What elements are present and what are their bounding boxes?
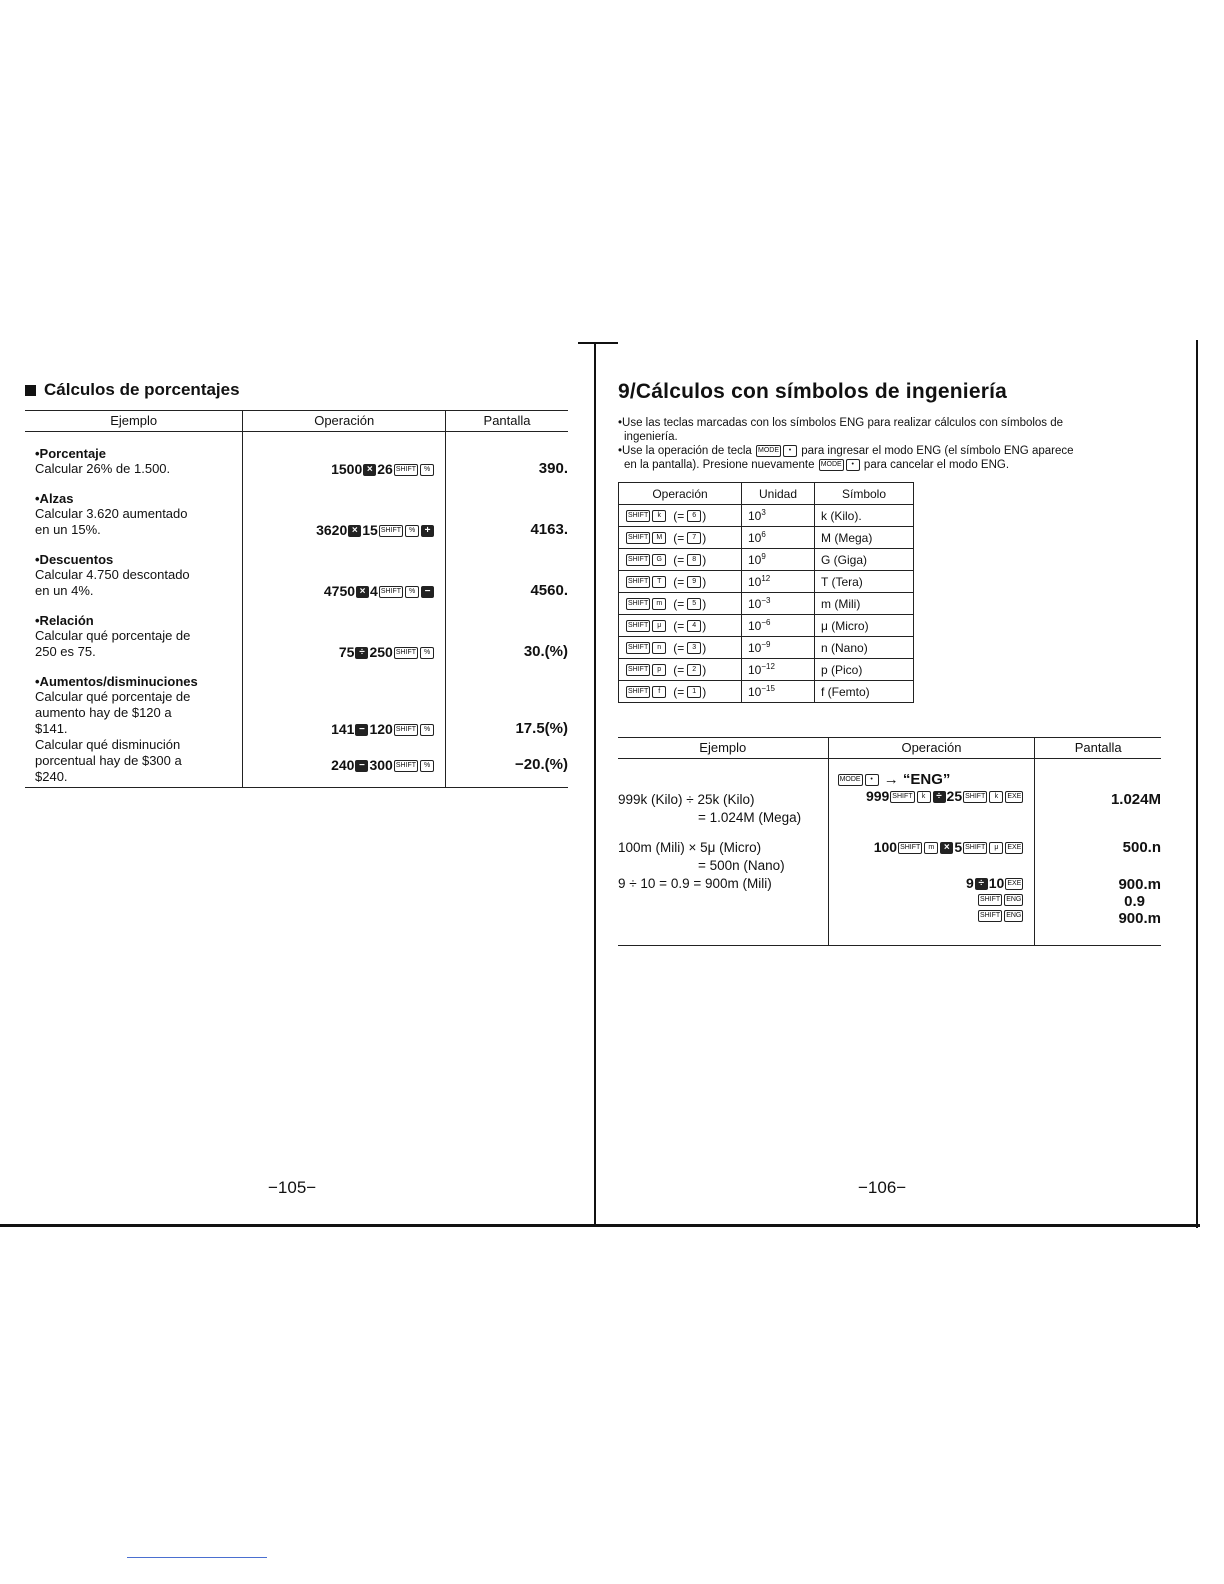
dot-key-icon: •: [865, 774, 879, 786]
pct-row: [25, 599, 568, 660]
col-pantalla: Pantalla: [446, 411, 568, 432]
blue-scan-line: [127, 1557, 267, 1558]
pct-row: [25, 660, 568, 737]
unit-row: SHIFT k (= 6 ) $10^3$ k (Kilo).: [619, 505, 914, 527]
unit-symbol: k (Kilo).: [815, 505, 914, 527]
right-page: [618, 380, 1163, 946]
pct-row: [25, 538, 568, 599]
unit-key-icon: k: [652, 510, 666, 522]
shift-key-icon: SHIFT: [626, 554, 650, 566]
operator-key-icon: −: [421, 586, 434, 598]
unit-col-unidad: Unidad: [742, 483, 815, 505]
right-section-title: 9/Cálculos con símbolos de ingeniería: [618, 380, 1007, 403]
col-operacion: Operación: [243, 411, 446, 432]
shift-key-icon: SHIFT: [626, 664, 650, 676]
mode-key-icon: MODE: [819, 459, 844, 471]
key-sequence: 3620 × 15 SHIFT % +: [316, 522, 435, 538]
eng-row-2: 100m (Mili) × 5μ (Micro) = 500n (Nano) 9 ÷ 10 = 0.9 = 900m (Mili) 100 SHIFT m × 5 SHIFT μ EXE 9 ÷ 10 EXE SHIFT ENG SHIFT ENG 500.n 900.m 0.9 900.m: [618, 827, 1161, 927]
key-sequence: 75 ÷ 250 SHIFT %: [339, 644, 435, 660]
unit-key-icon: p: [652, 664, 666, 676]
number-key-icon: 2: [687, 664, 701, 676]
unit-row: SHIFT p (= 2 ) $10^{-12}$ p (Pico): [619, 659, 914, 681]
bottom-rule: [0, 1224, 1200, 1227]
display-value: 17.5(%): [446, 660, 568, 737]
unit-row: SHIFT μ (= 4 ) $10^{-6}$ μ (Micro): [619, 615, 914, 637]
number-key-icon: 4: [687, 620, 701, 632]
example-desc: 250 es 75.: [35, 644, 96, 659]
operator-key-icon: +: [421, 525, 434, 537]
center-tick: [578, 342, 618, 344]
calc-key-icon: SHIFT: [394, 647, 418, 659]
calc-key-icon: %: [420, 724, 434, 736]
example-desc: Calcular 26% de 1.500.: [35, 461, 171, 476]
left-page: [25, 380, 570, 788]
unit-symbol: G (Giga): [815, 549, 914, 571]
example-title: •Alzas: [35, 491, 74, 506]
unit-col-operacion: Operación: [619, 483, 742, 505]
calc-key-icon: SHIFT: [394, 724, 418, 736]
number-key-icon: 1: [687, 686, 701, 698]
number-key-icon: 9: [687, 576, 701, 588]
number-key-icon: 3: [687, 642, 701, 654]
unit-row: SHIFT G (= 8 ) $10^9$ G (Giga): [619, 549, 914, 571]
mode-key-icon: MODE: [838, 774, 863, 786]
eng-col-operacion: Operación: [828, 738, 1035, 759]
key-sequence: 4750 × 4 SHIFT % −: [324, 583, 435, 599]
operator-key-icon: ×: [363, 464, 376, 476]
example-desc: en un 15%.: [35, 522, 101, 537]
unit-row: SHIFT M (= 7 ) $10^6$ M (Mega): [619, 527, 914, 549]
example-title: •Aumentos/disminuciones: [35, 674, 198, 689]
shift-key-icon: SHIFT: [626, 686, 650, 698]
calc-key-icon: SHIFT: [379, 525, 403, 537]
display-value: 30.(%): [446, 599, 568, 660]
left-section-title: Cálculos de porcentajes: [25, 380, 570, 400]
eng-col-pantalla: Pantalla: [1035, 738, 1161, 759]
shift-key-icon: SHIFT: [626, 598, 650, 610]
eng-display-3c: 900.m: [1118, 910, 1161, 927]
example-desc: en un 4%.: [35, 583, 94, 598]
operator-key-icon: ×: [348, 525, 361, 537]
calc-key-icon: %: [420, 647, 434, 659]
unit-symbol: M (Mega): [815, 527, 914, 549]
percentage-table: [25, 410, 568, 788]
example-desc: Calcular qué disminución: [35, 737, 181, 752]
calc-key-icon: %: [420, 760, 434, 772]
eng-display-3a: 900.m: [1118, 876, 1161, 893]
number-key-icon: 5: [687, 598, 701, 610]
example-desc: porcentual hay de $300 a: [35, 753, 182, 768]
eng-display-1: 1.024M: [1035, 759, 1161, 828]
shift-key-icon: SHIFT: [626, 510, 650, 522]
dot-key-icon: •: [846, 459, 860, 471]
shift-key-icon: SHIFT: [626, 576, 650, 588]
calc-key-icon: SHIFT: [394, 760, 418, 772]
calc-key-icon: %: [405, 525, 419, 537]
example-desc: $141.: [35, 721, 68, 736]
eng-row-1: 999k (Kilo) ÷ 25k (Kilo) = 1.024M (Mega) MODE • → “ENG” 999 SHIFT k ÷ 25 SHIFT k EXE 1.024M: [618, 759, 1161, 828]
calc-key-icon: SHIFT: [394, 464, 418, 476]
unit-symbol: f (Femto): [815, 681, 914, 703]
example-desc: Calcular 4.750 descontado: [35, 567, 190, 582]
unit-symbol: n (Nano): [815, 637, 914, 659]
instructions: •Use las teclas marcadas con los símbolos ENG para realizar cálculos con símbolos de ingeniería. •Use la operación de tecla MODE • para ingresar el modo ENG (el símbolo ENG aparece en la pantalla). Presione nuevamente MODE • para cancelar el modo ENG.: [618, 417, 1074, 471]
eng-col-ejemplo: Ejemplo: [618, 738, 828, 759]
eng-display-2: 500.n: [1122, 839, 1161, 856]
unit-row: SHIFT T (= 9 ) $10^{12}$ T (Tera): [619, 571, 914, 593]
key-sequence: 141 − 120 SHIFT %: [331, 721, 435, 737]
calc-key-icon: SHIFT: [379, 586, 403, 598]
center-divider: [594, 342, 596, 1227]
unit-key-icon: μ: [652, 620, 666, 632]
page-number-106: −106−: [858, 1178, 907, 1197]
pct-row: [25, 477, 568, 538]
shift-key-icon: SHIFT: [626, 620, 650, 632]
dot-key-icon: •: [783, 445, 797, 457]
square-bullet-icon: [25, 385, 36, 396]
eng-example-table: [618, 737, 1161, 946]
operator-key-icon: ×: [356, 586, 369, 598]
calc-key-icon: %: [420, 464, 434, 476]
unit-row: SHIFT m (= 5 ) $10^{-3}$ m (Mili): [619, 593, 914, 615]
unit-key-icon: M: [652, 532, 666, 544]
operator-key-icon: −: [355, 724, 368, 736]
unit-key-icon: m: [652, 598, 666, 610]
unit-key-icon: T: [652, 576, 666, 588]
mode-key-icon: MODE: [756, 445, 781, 457]
number-key-icon: 6: [687, 510, 701, 522]
unit-col-simbolo: Símbolo: [815, 483, 914, 505]
unit-table: [618, 482, 914, 703]
example-desc: Calcular qué porcentaje de: [35, 689, 191, 704]
unit-key-icon: f: [652, 686, 666, 698]
unit-symbol: μ (Micro): [815, 615, 914, 637]
display-value: 4163.: [446, 477, 568, 538]
operator-key-icon: −: [355, 760, 368, 772]
display-value: 4560.: [446, 538, 568, 599]
eng-display-3b: 0.9: [1124, 893, 1145, 910]
number-key-icon: 7: [687, 532, 701, 544]
display-value: 390.: [446, 432, 568, 478]
unit-row: SHIFT f (= 1 ) $10^{-15}$ f (Femto): [619, 681, 914, 703]
page-number-105: −105−: [268, 1178, 317, 1197]
unit-key-icon: n: [652, 642, 666, 654]
unit-key-icon: G: [652, 554, 666, 566]
unit-symbol: p (Pico): [815, 659, 914, 681]
key-sequence: 1500 × 26 SHIFT %: [331, 461, 435, 477]
example-title: •Relación: [35, 613, 94, 628]
example-desc: Calcular 3.620 aumentado: [35, 506, 188, 521]
example-desc: $240.: [35, 769, 68, 784]
operator-key-icon: ÷: [355, 647, 368, 659]
shift-key-icon: SHIFT: [626, 532, 650, 544]
calc-key-icon: %: [405, 586, 419, 598]
unit-symbol: m (Mili): [815, 593, 914, 615]
example-title: •Descuentos: [35, 552, 114, 567]
unit-symbol: T (Tera): [815, 571, 914, 593]
shift-key-icon: SHIFT: [626, 642, 650, 654]
display-value: −20.(%): [446, 737, 568, 788]
example-title: •Porcentaje: [35, 446, 107, 461]
example-desc: Calcular qué porcentaje de: [35, 628, 191, 643]
pct-row: [25, 432, 568, 478]
example-desc: aumento hay de $120 a: [35, 705, 172, 720]
right-edge-line: [1196, 340, 1198, 1228]
pct-row: [25, 737, 568, 788]
col-ejemplo: Ejemplo: [25, 411, 243, 432]
unit-row: SHIFT n (= 3 ) $10^{-9}$ n (Nano): [619, 637, 914, 659]
key-sequence: 240 − 300 SHIFT %: [331, 757, 435, 773]
number-key-icon: 8: [687, 554, 701, 566]
